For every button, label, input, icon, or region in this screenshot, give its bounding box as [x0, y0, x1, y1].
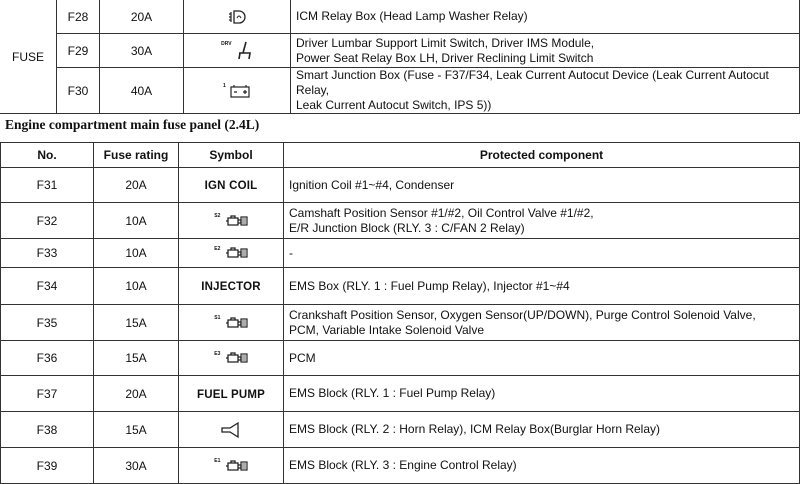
table-row	[1, 268, 800, 305]
symbol-cell	[184, 68, 291, 114]
symbol-text: IGN COIL	[204, 180, 258, 192]
protected-line: Power Seat Relay Box LH, Driver Reclining Limit Switch	[296, 50, 594, 65]
fuse-number: F32	[1, 203, 94, 239]
header-protected: Protected component	[284, 143, 800, 168]
symbol-tag: E3	[214, 350, 221, 357]
fuse-rating: 10A	[94, 203, 179, 239]
fuse-rating: 30A	[100, 34, 184, 68]
fuse-number: F29	[57, 34, 100, 68]
fuse-rating: 10A	[94, 268, 179, 305]
table-row	[1, 168, 800, 203]
protected-line: EMS Block (RLY. 3 : Engine Control Relay)	[289, 458, 517, 472]
fuse-rating: 20A	[94, 376, 179, 412]
protected-component	[284, 239, 800, 268]
symbol-tag: DRV	[221, 40, 232, 47]
protected-component	[284, 376, 800, 412]
engine-fuse-table	[0, 142, 800, 484]
horn-icon	[219, 421, 243, 439]
fuse-rating: 20A	[94, 168, 179, 203]
header-no: No.	[1, 143, 94, 168]
protected-line: -	[289, 245, 293, 260]
section-title: Engine compartment main fuse panel (2.4L)	[5, 117, 260, 132]
protected-line: PCM	[289, 350, 316, 365]
fuse-number: F36	[1, 341, 94, 376]
interior-fuse-table-tail	[0, 0, 800, 114]
engine-icon	[224, 214, 248, 228]
symbol-tag: 1	[222, 82, 226, 89]
symbol-text: INJECTOR	[201, 281, 261, 293]
table-row	[1, 341, 800, 376]
protected-line: E/R Junction Block (RLY. 3 : C/FAN 2 Relay)	[289, 220, 525, 235]
symbol-tag: E2	[214, 245, 221, 252]
protected-line: EMS Box (RLY. 1 : Fuel Pump Relay), Injector #1~#4	[289, 278, 570, 293]
symbol-cell	[184, 0, 291, 34]
fuse-number: F30	[57, 68, 100, 114]
protected-component	[284, 341, 800, 376]
symbol-tag: S2	[214, 213, 221, 220]
symbol-cell	[179, 268, 284, 305]
protected-line: Camshaft Position Sensor #1/#2, Oil Control Valve #1/#2,	[289, 205, 594, 220]
protected-line: Leak Current Autocut Switch, IPS 5))	[296, 98, 492, 112]
table-row	[1, 305, 800, 341]
symbol-cell	[179, 305, 284, 341]
protected-component: ICM Relay Box (Head Lamp Washer Relay)	[291, 0, 800, 34]
symbol-cell	[179, 376, 284, 412]
fuse-number: F35	[1, 305, 94, 341]
fuse-number: F33	[1, 239, 94, 268]
battery-icon	[229, 83, 251, 99]
engine-icon	[224, 316, 248, 330]
protected-line: Crankshaft Position Sensor, Oxygen Sensor(UP/DOWN), Purge Control Solenoid Valve,	[289, 307, 756, 322]
table-row	[0, 68, 800, 114]
group-label: FUSE	[0, 0, 57, 114]
symbol-cell	[179, 341, 284, 376]
symbol-tag: E1	[214, 458, 221, 465]
protected-line: PCM, Variable Intake Solenoid Valve	[289, 322, 484, 337]
table-row	[1, 448, 800, 484]
protected-component	[291, 34, 800, 68]
symbol-cell	[179, 203, 284, 239]
protected-line: EMS Block (RLY. 1 : Fuel Pump Relay)	[289, 386, 496, 400]
table-row	[1, 412, 800, 448]
fuse-rating: 30A	[94, 448, 179, 484]
fuse-number: F37	[1, 376, 94, 412]
protected-component	[284, 203, 800, 239]
fuse-number: F31	[1, 168, 94, 203]
protected-line: EMS Block (RLY. 2 : Horn Relay), ICM Relay Box(Burglar Horn Relay)	[289, 422, 661, 436]
symbol-cell	[179, 448, 284, 484]
fuse-rating: 10A	[94, 239, 179, 268]
symbol-cell	[179, 168, 284, 203]
protected-line: Smart Junction Box (Fuse - F37/F34, Leak Current Autocut Device (Leak Current Autocut Relay,	[296, 68, 769, 97]
table-row	[1, 239, 800, 268]
engine-icon	[224, 351, 248, 365]
header-rating: Fuse rating	[94, 143, 179, 168]
protected-component	[284, 448, 800, 484]
engine-icon	[224, 459, 248, 473]
symbol-cell	[179, 239, 284, 268]
fuse-number: F38	[1, 412, 94, 448]
fuse-number: F34	[1, 268, 94, 305]
protected-component	[291, 68, 800, 114]
symbol-cell	[179, 412, 284, 448]
table-row	[1, 203, 800, 239]
header-symbol: Symbol	[179, 143, 284, 168]
protected-line: Ignition Coil #1~#4, Condenser	[289, 177, 455, 192]
fuse-rating: 15A	[94, 341, 179, 376]
protected-component	[284, 412, 800, 448]
driver-seat-icon	[235, 41, 253, 61]
fuse-rating: 20A	[100, 0, 184, 34]
table-row	[0, 34, 800, 68]
table-row	[0, 0, 800, 34]
head-lamp-washer-icon	[227, 9, 247, 25]
engine-icon	[224, 246, 248, 260]
fuse-rating: 15A	[94, 305, 179, 341]
table-header-row	[1, 143, 800, 168]
symbol-cell	[184, 34, 291, 68]
protected-line: Driver Lumbar Support Limit Switch, Driver IMS Module,	[296, 35, 595, 50]
fuse-rating: 40A	[100, 68, 184, 114]
fuse-rating: 15A	[94, 412, 179, 448]
protected-component	[284, 268, 800, 305]
protected-component	[284, 168, 800, 203]
fuse-number: F28	[57, 0, 100, 34]
fuse-number: F39	[1, 448, 94, 484]
symbol-tag: S1	[214, 315, 221, 322]
table-row	[1, 376, 800, 412]
symbol-text: FUEL PUMP	[196, 388, 266, 401]
protected-component	[284, 305, 800, 341]
